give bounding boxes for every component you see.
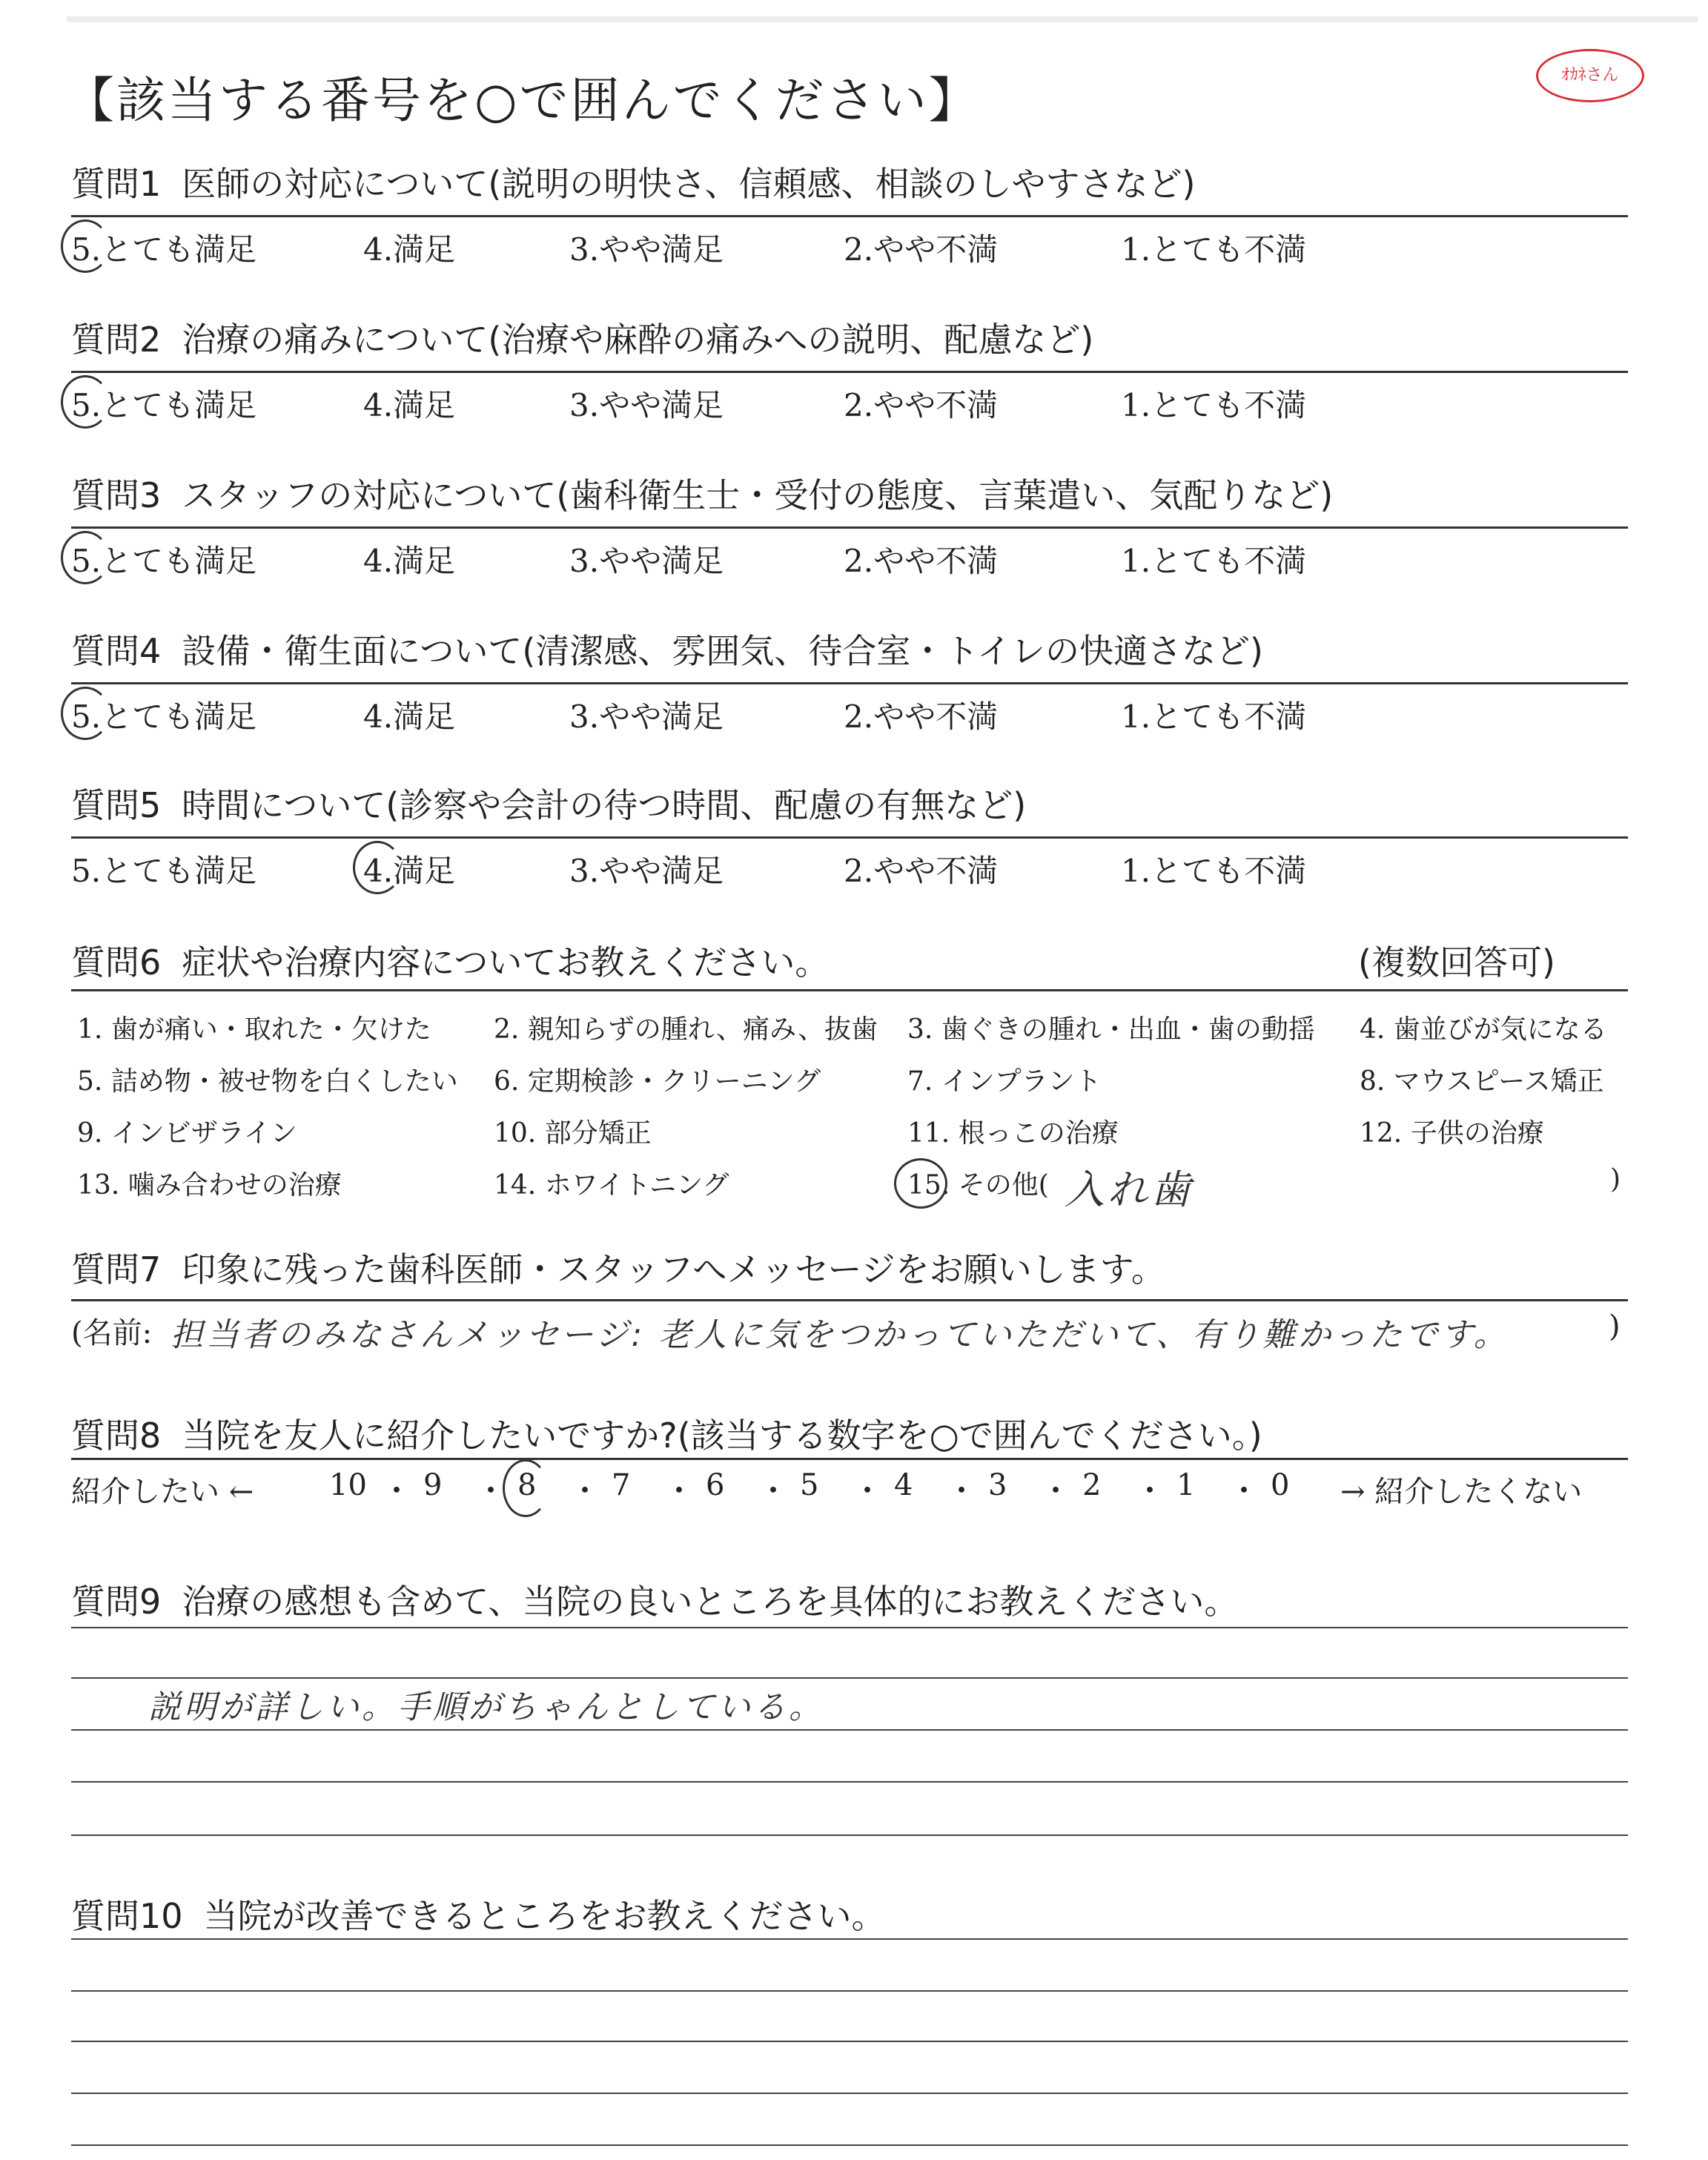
q8-scale-0[interactable]: 0 bbox=[1271, 1468, 1290, 1502]
q8-scale-separator: ・ bbox=[569, 1473, 601, 1509]
q1-option-2[interactable]: 2.やや不満 bbox=[844, 231, 999, 268]
q6-option-9[interactable]: 9. インビザライン bbox=[77, 1118, 297, 1149]
q9-line-4 bbox=[71, 1781, 1628, 1783]
q7-number: 質問7 bbox=[71, 1249, 162, 1289]
q1-option-1[interactable]: 1.とても不満 bbox=[1121, 231, 1307, 268]
q10-title bbox=[71, 1889, 886, 1938]
q8-title bbox=[71, 1409, 1262, 1458]
q6-option-11[interactable]: 11. 根っこの治療 bbox=[907, 1118, 1119, 1149]
q6-option-13[interactable]: 13. 噛み合わせの治療 bbox=[77, 1170, 342, 1200]
q4-number: 質問4 bbox=[71, 631, 162, 671]
handwritten-name-stamp: ｵｶﾈさん bbox=[1536, 49, 1644, 102]
q6-number: 質問6 bbox=[71, 942, 162, 982]
q6-other-handwritten: 入れ歯 bbox=[1065, 1166, 1194, 1213]
q10-line-2 bbox=[71, 1990, 1628, 1992]
q10-line-3 bbox=[71, 2041, 1628, 2042]
q7-name-prefix: (名前: bbox=[71, 1316, 153, 1350]
q8-scale-8[interactable]: 8 bbox=[517, 1468, 537, 1502]
q8-scale-separator: ・ bbox=[1134, 1473, 1166, 1509]
q5-number: 質問5 bbox=[71, 785, 162, 825]
q10-text: 当院が改善できるところをお教えください。 bbox=[203, 1896, 886, 1936]
q1-selection-circle bbox=[61, 219, 110, 273]
q1-option-3[interactable]: 3.やや満足 bbox=[569, 231, 724, 268]
q4-rule bbox=[71, 682, 1628, 684]
q4-selection-circle bbox=[61, 687, 110, 740]
q6-option-2[interactable]: 2. 親知らずの腫れ、痛み、抜歯 bbox=[494, 1014, 878, 1045]
q8-scale-3[interactable]: 3 bbox=[988, 1468, 1007, 1502]
q8-rule bbox=[71, 1458, 1628, 1460]
q8-scale-5[interactable]: 5 bbox=[800, 1468, 819, 1502]
q5-option-3[interactable]: 3.やや満足 bbox=[569, 853, 724, 889]
q6-selection-circle bbox=[894, 1158, 947, 1209]
q4-option-2[interactable]: 2.やや不満 bbox=[844, 698, 999, 735]
q3-option-1[interactable]: 1.とても不満 bbox=[1121, 543, 1307, 579]
q6-option-12[interactable]: 12. 子供の治療 bbox=[1360, 1118, 1544, 1149]
q8-number: 質問8 bbox=[71, 1416, 162, 1456]
q3-option-4[interactable]: 4.満足 bbox=[363, 543, 456, 579]
q8-scale-2[interactable]: 2 bbox=[1082, 1468, 1102, 1502]
q2-selection-circle bbox=[61, 375, 110, 429]
q9-handwritten-answer: 説明が詳しい。手順がちゃんとしている。 bbox=[148, 1688, 824, 1726]
q3-selection-circle bbox=[61, 531, 110, 584]
scan-top-edge bbox=[67, 16, 1698, 22]
q9-number: 質問9 bbox=[71, 1582, 162, 1622]
q9-text: 治療の感想も含めて、当院の良いところを具体的にお教えください。 bbox=[182, 1582, 1239, 1622]
q8-scale-4[interactable]: 4 bbox=[894, 1468, 913, 1502]
q6-option-14[interactable]: 14. ホワイトニング bbox=[494, 1170, 729, 1200]
q8-left-label: 紹介したい ← bbox=[71, 1475, 254, 1509]
q6-option-8[interactable]: 8. マウスピース矯正 bbox=[1360, 1066, 1604, 1097]
q2-option-4[interactable]: 4.満足 bbox=[363, 387, 456, 423]
q8-scale-separator: ・ bbox=[852, 1473, 884, 1509]
q6-option-15[interactable]: 15. その他( bbox=[907, 1170, 1049, 1200]
q8-scale-separator: ・ bbox=[1228, 1473, 1260, 1509]
q4-option-4[interactable]: 4.満足 bbox=[363, 698, 456, 735]
q7-title bbox=[71, 1243, 1165, 1292]
q3-title bbox=[71, 469, 1333, 518]
q5-option-5[interactable]: 5.とても満足 bbox=[71, 853, 257, 889]
q5-option-4[interactable]: 4.満足 bbox=[363, 853, 456, 889]
q4-text: 設備・衛生面について(清潔感、雰囲気、待合室・トイレの快適さなど) bbox=[182, 631, 1263, 671]
q1-title bbox=[71, 157, 1195, 206]
q6-option-5[interactable]: 5. 詰め物・被せ物を白くしたい bbox=[77, 1066, 458, 1097]
q3-option-3[interactable]: 3.やや満足 bbox=[569, 543, 724, 579]
q9-line-5 bbox=[71, 1834, 1628, 1836]
q3-option-2[interactable]: 2.やや不満 bbox=[844, 543, 999, 579]
q8-scale-separator: ・ bbox=[381, 1473, 413, 1509]
q5-text: 時間について(診察や会計の待つ時間、配慮の有無など) bbox=[182, 785, 1027, 825]
q1-option-4[interactable]: 4.満足 bbox=[363, 231, 456, 268]
q2-text: 治療の痛みについて(治療や麻酔の痛みへの説明、配慮など) bbox=[182, 320, 1094, 360]
q9-title bbox=[71, 1575, 1238, 1624]
q10-number: 質問10 bbox=[71, 1896, 183, 1936]
q4-title bbox=[71, 624, 1263, 673]
q4-option-5[interactable]: 5.とても満足 bbox=[71, 698, 257, 735]
q8-right-label: → 紹介したくない bbox=[1340, 1475, 1583, 1509]
q2-title bbox=[71, 313, 1093, 362]
q7-handwritten-message: 担当者のみなさんメッセージ: 老人に気をつかっていただいて、有り難かったです。 bbox=[171, 1316, 1509, 1354]
q8-text: 当院を友人に紹介したいですか?(該当する数字を○で囲んでください。) bbox=[182, 1416, 1262, 1456]
q7-rule bbox=[71, 1299, 1628, 1301]
q8-scale-separator: ・ bbox=[946, 1473, 978, 1509]
q1-text: 医師の対応について(説明の明快さ、信頼感、相談のしやすさなど) bbox=[182, 164, 1196, 204]
page-title: 【該当する番号を○で囲んでください】 bbox=[65, 72, 980, 129]
q5-rule bbox=[71, 836, 1628, 839]
q6-option-6[interactable]: 6. 定期検診・クリーニング bbox=[494, 1066, 821, 1097]
q8-scale-6[interactable]: 6 bbox=[706, 1468, 725, 1502]
q2-option-3[interactable]: 3.やや満足 bbox=[569, 387, 724, 423]
q8-selection-circle bbox=[503, 1459, 549, 1517]
q3-number: 質問3 bbox=[71, 475, 162, 515]
q8-scale-10[interactable]: 10 bbox=[329, 1468, 367, 1502]
q9-line-3 bbox=[71, 1729, 1628, 1731]
q6-note: (複数回答可) bbox=[1358, 942, 1555, 982]
q6-option-1[interactable]: 1. 歯が痛い・取れた・欠けた bbox=[77, 1014, 431, 1045]
q5-title bbox=[71, 779, 1026, 828]
q4-option-1[interactable]: 1.とても不満 bbox=[1121, 698, 1307, 735]
q10-line-4 bbox=[71, 2093, 1628, 2094]
q5-option-2[interactable]: 2.やや不満 bbox=[844, 853, 999, 889]
q6-rule bbox=[71, 989, 1628, 991]
q1-number: 質問1 bbox=[71, 164, 162, 204]
q2-option-5[interactable]: 5.とても満足 bbox=[71, 387, 257, 423]
q3-rule bbox=[71, 526, 1628, 529]
q4-option-3[interactable]: 3.やや満足 bbox=[569, 698, 724, 735]
q6-text: 症状や治療内容についてお教えください。 bbox=[182, 942, 830, 982]
q3-option-5[interactable]: 5.とても満足 bbox=[71, 543, 257, 579]
q9-line-2 bbox=[71, 1677, 1628, 1679]
q7-text: 印象に残った歯科医師・スタッフへメッセージをお願いします。 bbox=[182, 1249, 1165, 1289]
q3-text: スタッフの対応について(歯科衛生士・受付の態度、言葉遣い、気配りなど) bbox=[182, 475, 1334, 515]
q8-scale-7[interactable]: 7 bbox=[612, 1468, 631, 1502]
q1-rule bbox=[71, 215, 1628, 217]
q8-scale-separator: ・ bbox=[663, 1473, 695, 1509]
q6-option-4[interactable]: 4. 歯並びが気になる bbox=[1360, 1014, 1607, 1045]
q8-scale-9[interactable]: 9 bbox=[423, 1468, 443, 1502]
q5-selection-circle bbox=[353, 841, 402, 894]
q2-option-1[interactable]: 1.とても不満 bbox=[1121, 387, 1307, 423]
q1-option-5[interactable]: 5.とても満足 bbox=[71, 231, 257, 268]
q6-title bbox=[71, 936, 829, 985]
q6-other-close-paren: ) bbox=[1610, 1164, 1621, 1195]
q8-scale-separator: ・ bbox=[475, 1473, 507, 1509]
q8-scale-separator: ・ bbox=[1040, 1473, 1072, 1509]
q5-option-1[interactable]: 1.とても不満 bbox=[1121, 853, 1307, 889]
q6-option-3[interactable]: 3. 歯ぐきの腫れ・出血・歯の動揺 bbox=[907, 1014, 1315, 1045]
q2-option-2[interactable]: 2.やや不満 bbox=[844, 387, 999, 423]
q6-option-10[interactable]: 10. 部分矯正 bbox=[494, 1118, 652, 1149]
q2-rule bbox=[71, 371, 1628, 373]
q2-number: 質問2 bbox=[71, 320, 162, 360]
q7-close-paren: ) bbox=[1609, 1309, 1621, 1344]
q10-line-5 bbox=[71, 2144, 1628, 2146]
q9-line-1 bbox=[71, 1627, 1628, 1628]
q10-line-1 bbox=[71, 1938, 1628, 1940]
q6-option-7[interactable]: 7. インプラント bbox=[907, 1066, 1102, 1097]
q8-scale-separator: ・ bbox=[758, 1473, 790, 1509]
q8-scale-1[interactable]: 1 bbox=[1176, 1468, 1196, 1502]
